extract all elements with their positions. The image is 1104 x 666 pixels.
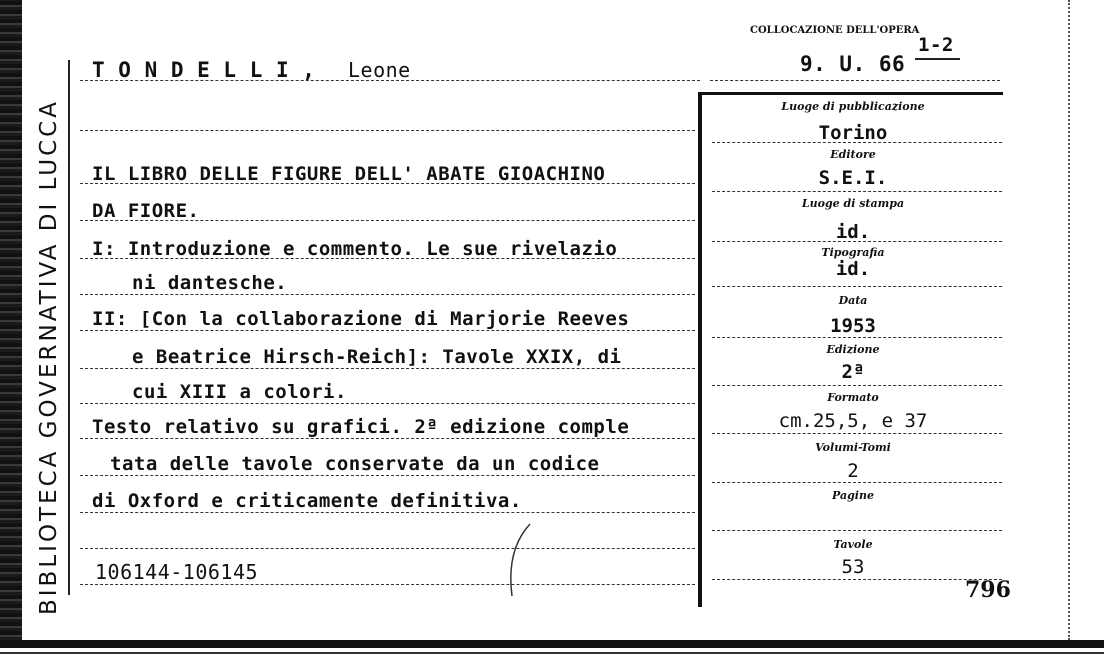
field-label-editore: Editore <box>830 148 876 161</box>
field-value-data: 1953 <box>830 315 876 337</box>
collocazione-label: COLLOCAZIONE DELL'OPERA <box>750 25 920 36</box>
collocazione-value: 9. U. 66 <box>800 52 906 76</box>
title-line-3: I: Introduzione e commento. Le sue rivelazio <box>92 238 618 260</box>
field-value-tipografia: id. <box>835 258 871 280</box>
field-label-formato: Formato <box>827 391 879 404</box>
library-stamp: BIBLIOTECA GOVERNATIVA DI LUCCA <box>36 99 62 615</box>
field-label-luogo-stampa: Luoge di stampa <box>801 197 905 210</box>
field-value-luogo-stampa: id. <box>835 221 871 243</box>
collocazione-line <box>710 80 1000 82</box>
field-label-pagine: Pagine <box>832 489 874 502</box>
rule-1 <box>80 183 695 185</box>
title-line-6: e Beatrice Hirsch-Reich]: Tavole XXIX, di <box>132 346 622 368</box>
rule-9 <box>80 475 695 477</box>
field-value-edizione: 2ª <box>841 361 865 383</box>
collocazione-superscript: 1-2 <box>918 34 954 56</box>
field-rule-2 <box>712 191 1002 193</box>
field-value-editore: S.E.I. <box>818 167 888 189</box>
card-right-edge <box>1068 0 1072 640</box>
field-label-data: Data <box>838 294 868 307</box>
details-box-border <box>698 92 702 607</box>
card-left-edge <box>0 0 22 640</box>
rule-10 <box>80 512 695 514</box>
title-line-9: tata delle tavole conservate da un codice <box>110 453 600 475</box>
field-rule-10 <box>712 579 1002 581</box>
card-bottom-edge <box>0 640 1104 648</box>
field-label-edizione: Edizione <box>826 343 880 356</box>
rule-2 <box>80 220 695 222</box>
field-rule-1 <box>712 142 1002 144</box>
collocazione-fraction-bar <box>915 58 960 60</box>
field-rule-7 <box>712 433 1002 435</box>
card-bottom-line <box>0 652 1104 654</box>
field-value-volumi-tomi: 2 <box>847 460 859 482</box>
rule-7 <box>80 403 695 405</box>
author-surname: T O N D E L L I , <box>92 58 316 82</box>
title-line-2: DA FIORE. <box>92 200 200 222</box>
field-rule-8 <box>712 482 1002 484</box>
field-label-luogo-pubblicazione: Luoge di pubblicazione <box>781 100 925 113</box>
rule-12 <box>80 584 695 586</box>
field-rule-5 <box>712 337 1002 339</box>
title-line-10: di Oxford e criticamente definitiva. <box>92 490 522 512</box>
pencil-mark <box>500 520 540 600</box>
field-value-tavole: 53 <box>841 556 865 578</box>
rule-4 <box>80 294 695 296</box>
rule-8 <box>80 438 695 440</box>
field-value-formato: cm.25,5, e 37 <box>778 410 928 432</box>
field-rule-6 <box>712 385 1002 387</box>
field-label-tipografia: Tipografia <box>821 246 885 259</box>
title-line-5: II: [Con la collaborazione di Marjorie Reeves <box>92 308 630 330</box>
field-rule-4 <box>712 286 1002 288</box>
details-box-top <box>698 92 1003 95</box>
field-label-tavole: Tavole <box>833 538 873 551</box>
field-label-volumi-tomi: Volumi-Tomi <box>815 441 891 454</box>
author-name: Leone <box>348 58 411 82</box>
blank-line <box>80 130 695 132</box>
handwritten-number: 796 <box>965 577 1011 603</box>
inventory-number: 106144-106145 <box>95 560 259 584</box>
field-rule-9 <box>712 530 1002 532</box>
rule-6 <box>80 368 695 370</box>
title-line-4: ni dantesche. <box>132 272 288 294</box>
rule-3 <box>80 258 695 260</box>
title-line-8: Testo relativo su grafici. 2ª edizione comple <box>92 416 630 438</box>
author-line <box>80 80 700 82</box>
title-line-1: IL LIBRO DELLE FIGURE DELL' ABATE GIOACHINO <box>92 163 606 185</box>
rule-11 <box>80 548 695 550</box>
rule-5 <box>80 330 695 332</box>
title-line-7: cui XIII a colori. <box>132 381 347 403</box>
field-value-luogo-pubblicazione: Torino <box>818 122 888 144</box>
left-margin-line <box>68 60 70 595</box>
field-rule-3 <box>712 241 1002 243</box>
